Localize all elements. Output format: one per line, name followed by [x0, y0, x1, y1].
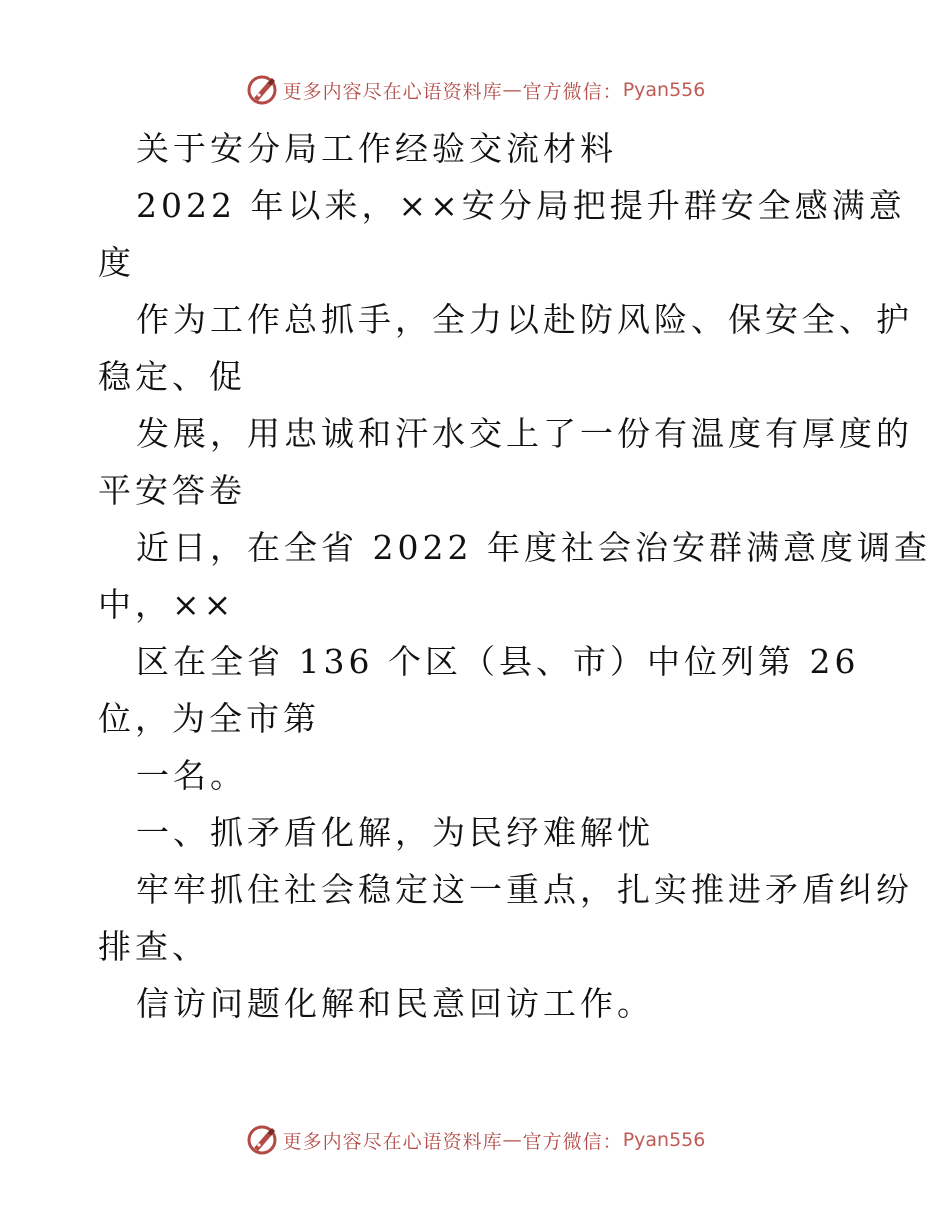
section-heading: 一、抓矛盾化解，为民纾难解忧: [136, 813, 654, 852]
watermark-dash: —: [502, 1129, 523, 1151]
doc-line: 近日，在全省 2022 年度社会治安群满意度调查: [136, 528, 931, 567]
doc-line: 排查、: [98, 927, 209, 966]
doc-line: 牢牢抓住社会稳定这一重点，扎实推进矛盾纠纷: [136, 870, 913, 909]
doc-line: 一名。: [136, 756, 247, 795]
doc-line: 稳定、促: [98, 357, 246, 396]
doc-line: 位，为全市第: [98, 699, 320, 738]
doc-line: 关于安分局工作经验交流材料: [136, 129, 617, 168]
doc-line: 中，××: [98, 585, 236, 624]
watermark-wechat-label: 官方微信：: [522, 1130, 623, 1153]
doc-line: 2022 年以来，××安分局把提升群安全感满意: [136, 186, 906, 225]
doc-line: 平安答卷: [98, 471, 246, 510]
document-body: [98, 120, 931, 1032]
pen-logo-icon: [245, 73, 279, 107]
header-watermark: [0, 70, 950, 110]
watermark-wechat-label: 官方微信：: [522, 80, 623, 103]
footer-watermark: [0, 1120, 950, 1160]
doc-line: 度: [98, 243, 135, 282]
doc-line: 信访问题化解和民意回访工作。: [136, 984, 654, 1023]
doc-line: 发展，用忠诚和汗水交上了一份有温度有厚度的: [136, 414, 913, 453]
watermark-wechat-id: Pyan556: [622, 79, 706, 101]
doc-line: 区在全省 136 个区（县、市）中位列第 26: [136, 642, 860, 681]
watermark-dash: —: [502, 79, 523, 101]
watermark-brand: 更多内容尽在心语资料库: [282, 1130, 503, 1153]
pen-logo-icon: [245, 1123, 279, 1157]
watermark-wechat-id: Pyan556: [622, 1129, 706, 1151]
watermark-brand: 更多内容尽在心语资料库: [282, 80, 503, 103]
doc-line: 作为工作总抓手，全力以赴防风险、保安全、护: [136, 300, 913, 339]
